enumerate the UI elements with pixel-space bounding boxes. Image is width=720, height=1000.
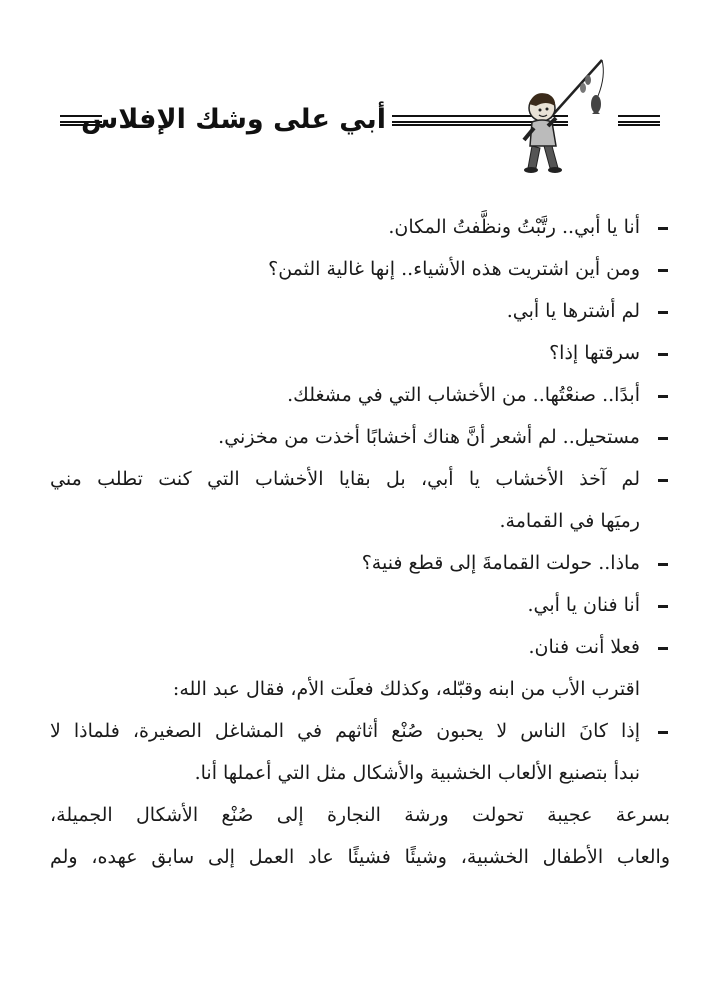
- dialogue-line: أنا يا أبي.. رتَّبْتُ ونظَّفتُ المكان.: [50, 206, 670, 248]
- dialogue-line: لم أشترها يا أبي.: [50, 290, 670, 332]
- header-rule-right: [618, 115, 660, 126]
- dialogue-line: مستحيل.. لم أشعر أنَّ هناك أخشابًا أخذت من مخزني.: [50, 416, 670, 458]
- dialogue-line: ماذا.. حولت القمامةَ إلى قطع فنية؟: [50, 542, 670, 584]
- dialogue-line: ومن أين اشتريت هذه الأشياء.. إنها غالية الثمن؟: [50, 248, 670, 290]
- header-rule-left: [60, 115, 102, 126]
- narration-line: بسرعة عجيبة تحولت ورشة النجارة إلى صُنْع الأشكال الجميلة،: [50, 804, 670, 826]
- story-text: [50, 206, 670, 878]
- dialogue-continuation: نبدأ بتصنيع الألعاب الخشبية والأشكال مثل التي أعملها أنا.: [194, 762, 640, 784]
- chapter-title: أبي على وشك الإفلاس: [81, 104, 386, 135]
- dialogue-line: أنا فنان يا أبي.: [50, 584, 670, 626]
- dialogue-continuation: رميَها في القمامة.: [499, 510, 640, 532]
- narration-line: والعاب الأطفال الخشبية، وشيئًا فشيئًا عاد العمل إلى سابق عهده، ولم: [50, 846, 670, 868]
- dialogue-line: لم آخذ الأخشاب يا أبي، بل بقايا الأخشاب التي كنت تطلب مني: [50, 458, 670, 500]
- dialogue-line: سرقتها إذا؟: [50, 332, 670, 374]
- dialogue-line: أبدًا.. صنعْتُها.. من الأخشاب التي في مشغلك.: [50, 374, 670, 416]
- boy-with-fishing-rod-icon: [510, 56, 615, 176]
- narration-line: اقترب الأب من ابنه وقبّله، وكذلك فعلَت الأم، فقال عبد الله:: [172, 678, 640, 700]
- dialogue-line: إذا كانَ الناس لا يحبون صُنْع أثاثهم في المشاغل الصغيرة، فلماذا لا: [50, 710, 670, 752]
- dialogue-line: فعلا أنت فنان.: [50, 626, 670, 668]
